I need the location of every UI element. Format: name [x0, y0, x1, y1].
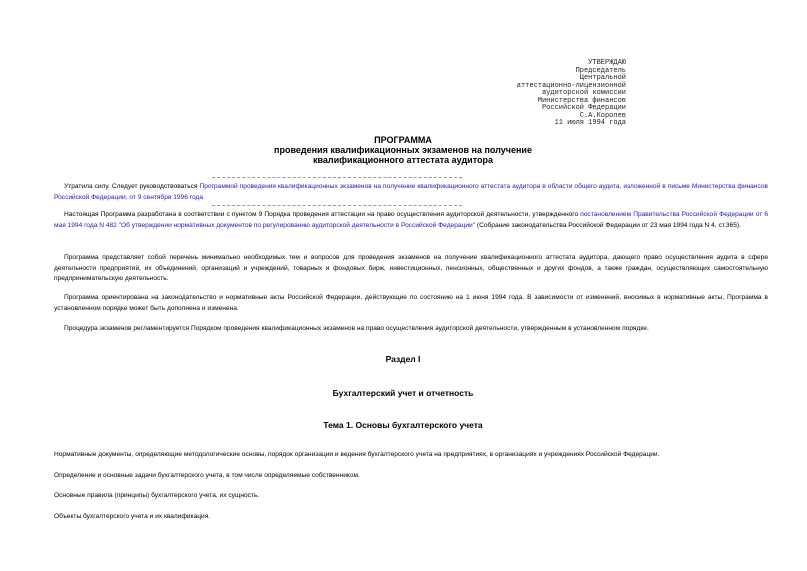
repeal-notice-link[interactable]: Программой проведения квалификационных экзаменов на получение квалификационного аттестата аудитора в области общего аудита, изложенной в письме Министерства финансов Российской Федерации, от 9 сентября 1996 года: [54, 183, 768, 201]
repeal-notice: [54, 182, 768, 203]
approval-line: Российской Федерации: [541, 104, 626, 112]
approval-line: С.А.Королев: [579, 111, 626, 120]
approval-line: Министерства финансов: [537, 96, 626, 105]
document-title: [180, 135, 626, 165]
list-item: Объекты бухгалтерского учета и их квалификация.: [54, 513, 211, 520]
approval-line: 11 июля 1994 года: [554, 119, 626, 127]
repeal-notice-text: Утратила силу. Следует руководствоваться: [64, 183, 200, 190]
approval-line: УТВЕРЖДАЮ: [588, 59, 626, 67]
divider-top: [212, 177, 462, 178]
approval-line: аттестационно-лицензионной: [516, 81, 626, 90]
approval-block: [500, 60, 626, 128]
title-line-2: проведения квалификационных экзаменов на получение: [274, 145, 532, 155]
list-item: Основные правила (принципы) бухгалтерского учета, их сущность.: [54, 492, 260, 499]
section-heading: Раздел I: [385, 354, 421, 364]
topic-heading: Тема 1. Основы бухгалтерского учета: [323, 420, 483, 430]
list-item: Определение и основные задачи бухгалтерского учета, в том числе определяемые собственником.: [54, 472, 360, 479]
approval-line: Председатель: [575, 66, 626, 75]
title-line-3: квалификационного аттестата аудитора: [312, 155, 493, 165]
title-line-1: ПРОГРАММА: [374, 135, 432, 145]
divider-bottom: [212, 205, 462, 206]
paragraph-basis-text: Настоящая Программа разработана в соответствии с пунктом 9 Порядка проведения аттестации на право осуществления аудиторской деятельности, утвержденного: [64, 211, 581, 218]
list-item: Нормативные документы, определяющие методологические основы, порядок организации и ведения бухгалтерского учета на предприятиях, в организациях и учреждениях Российской Федерации.: [54, 451, 660, 458]
paragraph-basis: [54, 210, 768, 231]
paragraph-procedure: Процедура экзаменов регламентируется Порядком проведения квалификационных экзаменов на право осуществления аудиторской деятельности, утвержденным в установленном порядке.: [64, 325, 649, 332]
approval-line: Центральной: [579, 74, 626, 82]
paragraph-legislation: Программа ориентирована на законодательство и нормативные акты Российской Федерации, действующие по состоянию на 1 июня 1994 года. В зависимости от изменений, вносимых в нормативные акты, Программа в установленном порядке может быть дополнена и изменена.: [54, 294, 768, 312]
section-title: Бухгалтерский учет и отчетность: [332, 388, 474, 398]
resolution-link[interactable]: постановлением Правительства Российской Федерации от 6 мая 1994 года N 482 "Об утверждении нормативных документов по регулированию аудиторской деятельности в Российской Федерации": [54, 211, 769, 229]
paragraph-basis-source: (Собрание законодательства Российской Федерации от 23 мая 1994 года N 4, ст.365).: [475, 221, 741, 229]
paragraph-scope: Программа представляет собой перечень минимально необходимых тем и вопросов для проведения экзаменов на получение квалификационного аттестата аудитора, дающего право осуществления аудита в сфере деятельности предприятий, их объединений, организаций и учреждений, товарных и фондовых бирж, инвестиционных, пенсионных, общественных и других фондов, а также граждан, осуществляющих самостоятельную предпринимательскую деятельность.: [54, 254, 768, 282]
approval-line: аудиторской комиссии: [541, 89, 626, 97]
